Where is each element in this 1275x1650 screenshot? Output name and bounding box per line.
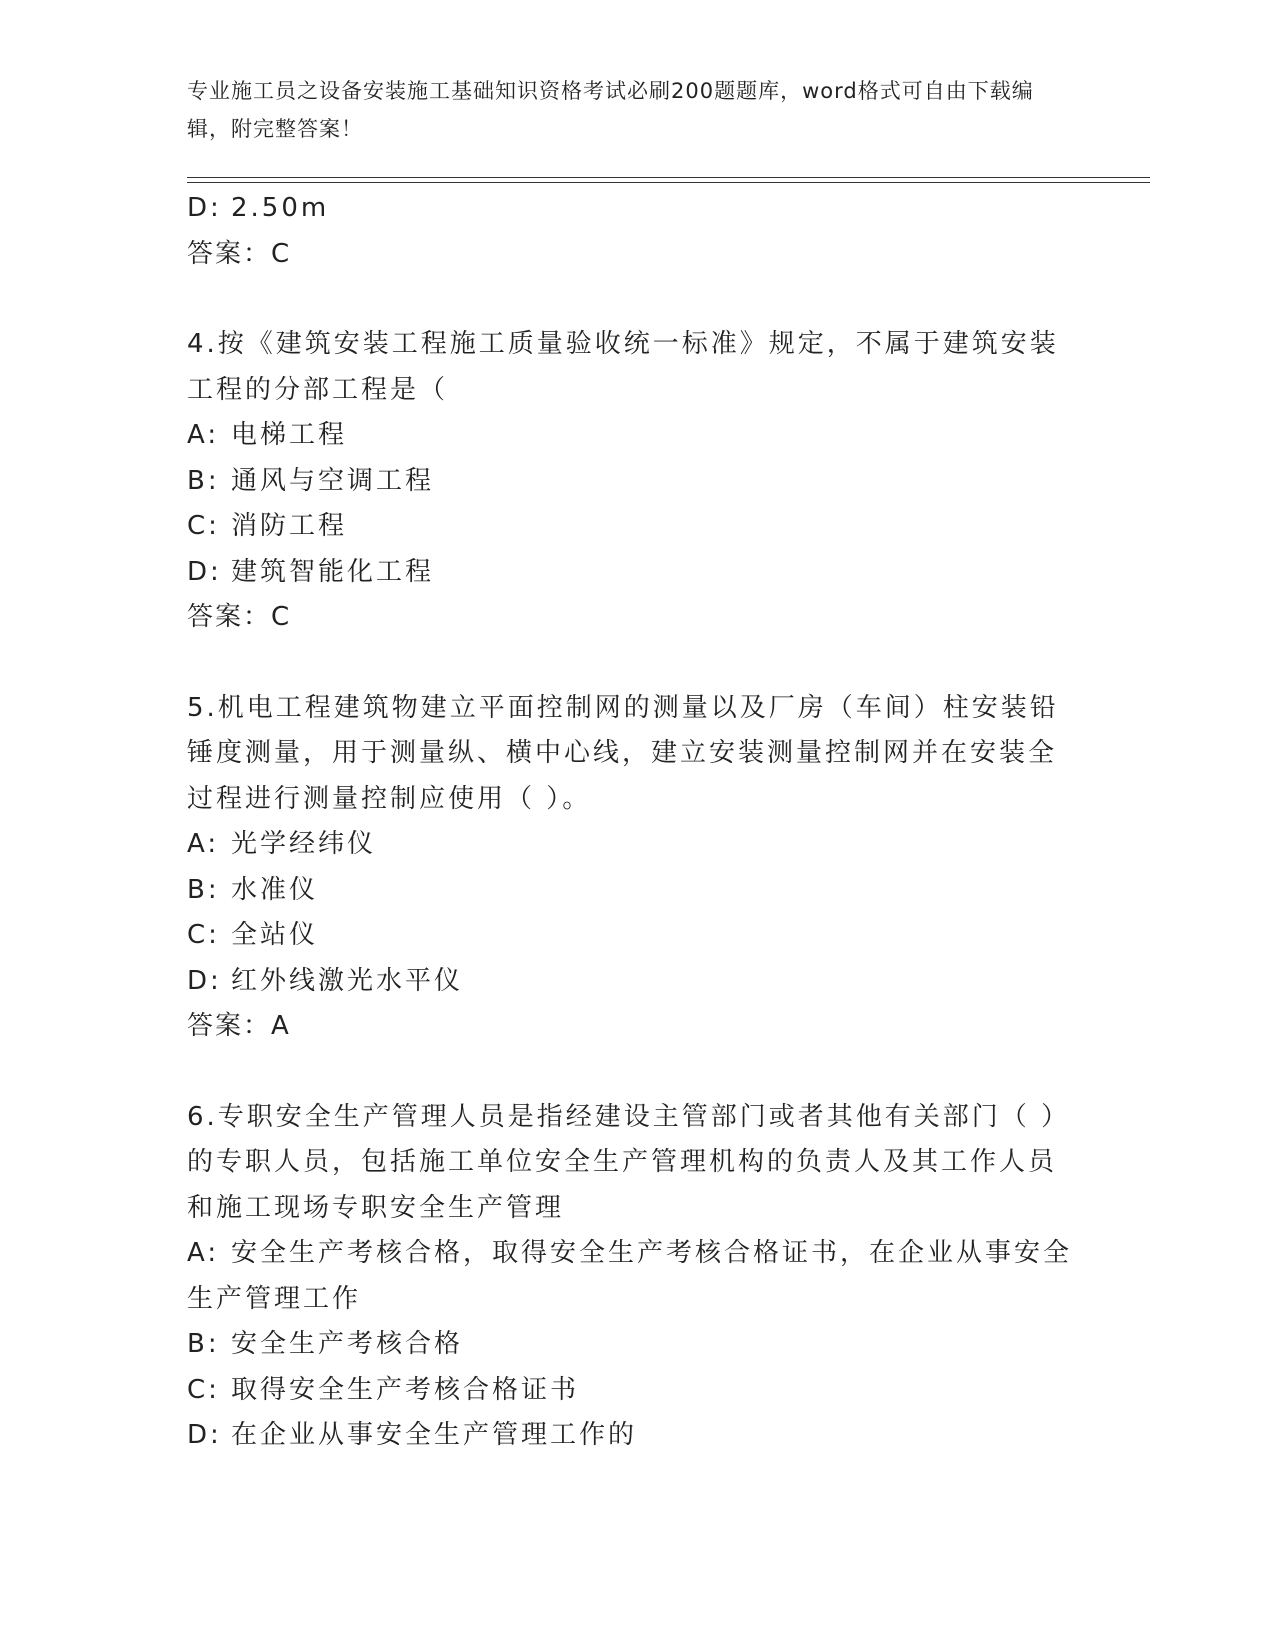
option-label: A: [187, 829, 220, 859]
question-text: 5.机电工程建筑物建立平面控制网的测量以及厂房（车间）柱安装铅 [187, 692, 1059, 723]
option-text: 消防工程 [231, 511, 348, 541]
option-text: 水准仪 [231, 874, 319, 905]
header-rule-top [187, 177, 1150, 178]
option-label: C: [187, 1374, 220, 1405]
answer-line: 答案：C [187, 602, 292, 632]
option-text: 在企业从事安全生产管理工作的 [231, 1420, 638, 1450]
option-label: D: [187, 1420, 222, 1450]
option-a [187, 1231, 1073, 1277]
document-body [187, 186, 1073, 1459]
option-b [187, 868, 1067, 914]
page-header [187, 72, 1067, 148]
question-text: 工程的分部工程是（ [187, 374, 449, 405]
question-6 [187, 1095, 1073, 1459]
question-4 [187, 322, 1067, 641]
option-label: B: [187, 1329, 220, 1359]
option-text: 安全生产考核合格，取得安全生产考核合格证书，在企业从事安全 [231, 1238, 1073, 1268]
option-a-continued: 生产管理工作 [187, 1283, 362, 1314]
option-label: C: [187, 511, 220, 541]
answer-line: 答案：C [187, 238, 292, 269]
option-text: 安全生产考核合格 [231, 1329, 464, 1359]
question-text: 锤度测量，用于测量纵、横中心线，建立安装测量控制网并在安装全 [187, 738, 1058, 768]
option-label: C: [187, 920, 220, 950]
option-a [187, 413, 1067, 459]
option-text: 2.50m [231, 193, 330, 223]
question-text: 和施工现场专职安全生产管理 [187, 1192, 565, 1223]
option-text: 取得安全生产考核合格证书 [231, 1374, 580, 1405]
option-c [187, 1368, 1067, 1414]
option-a [187, 822, 1067, 868]
question-text: 的专职人员，包括施工单位安全生产管理机构的负责人及其工作人员 [187, 1147, 1058, 1177]
answer-line: 答案：A [187, 1011, 291, 1041]
option-label: A: [187, 420, 220, 450]
option-text: 建筑智能化工程 [231, 556, 435, 587]
question-5 [187, 686, 1067, 1050]
option-c [187, 913, 1067, 959]
option-d [187, 1413, 1067, 1459]
question-text: 过程进行测量控制应使用（ ）。 [187, 783, 592, 814]
option-label: D: [187, 556, 222, 587]
option-label: D: [187, 193, 222, 223]
option-b [187, 1322, 1067, 1368]
header-rule-bottom [187, 182, 1150, 183]
option-c [187, 504, 1067, 550]
option-text: 红外线激光水平仪 [231, 965, 464, 996]
option-d [187, 959, 1067, 1005]
option-label: D: [187, 965, 222, 996]
option-b [187, 459, 1067, 505]
option-label: B: [187, 465, 220, 496]
option-text: 光学经纬仪 [231, 829, 377, 859]
option-d [187, 186, 1067, 232]
option-text: 通风与空调工程 [231, 465, 435, 496]
question-text: 4.按《建筑安装工程施工质量验收统一标准》规定，不属于建筑安装 [187, 329, 1059, 359]
option-label: B: [187, 874, 220, 905]
header-text: 专业施工员之设备安装施工基础知识资格考试必刷200题题库，word格式可自由下载编辑，附完整答案！ [187, 79, 1034, 141]
option-text: 电梯工程 [231, 420, 348, 450]
question-text: 6.专职安全生产管理人员是指经建设主管部门或者其他有关部门（ ） [187, 1101, 1071, 1132]
option-text: 全站仪 [231, 920, 319, 950]
option-d [187, 550, 1067, 596]
option-label: A: [187, 1238, 220, 1268]
